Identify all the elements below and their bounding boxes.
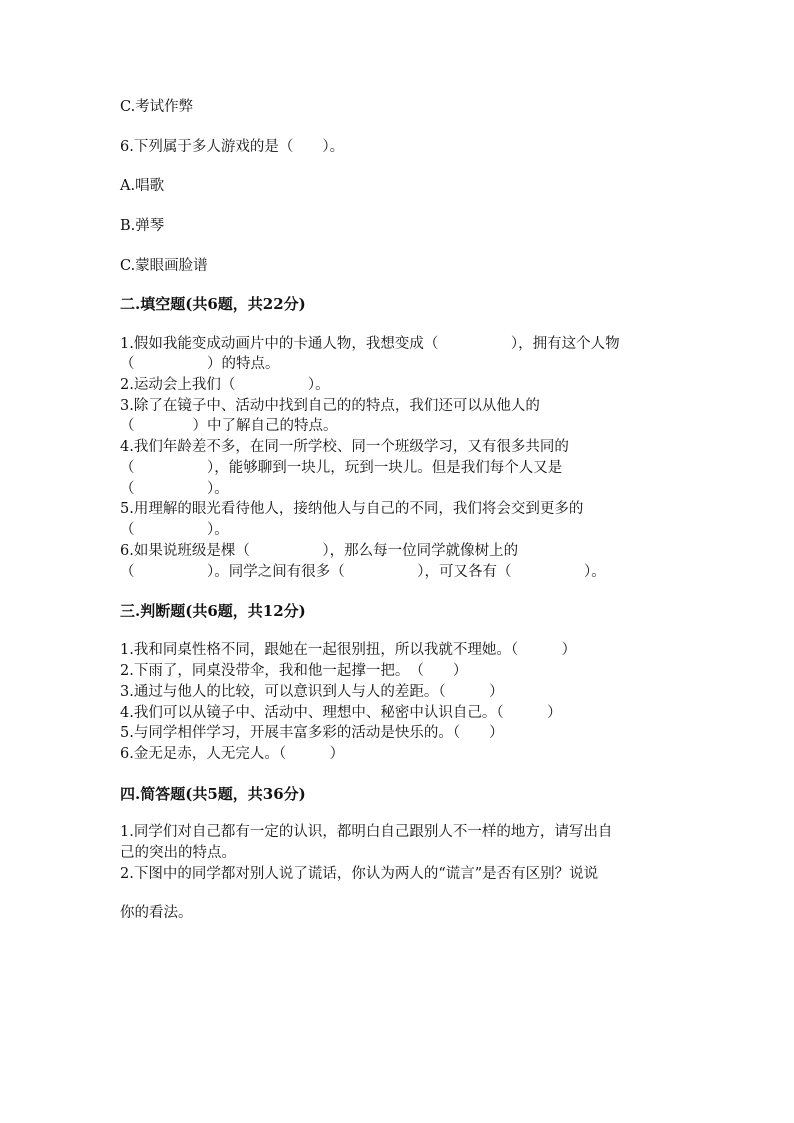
- section-2-line: 6.如果说班级是棵（ ），那么每一位同学就像树上的: [120, 543, 519, 559]
- section-2-line: 2.运动会上我们（ ）。: [120, 377, 330, 393]
- section-4-line: 己的突出的特点。: [120, 845, 236, 861]
- section-3-line: 4.我们可以从镜子中、活动中、理想中、秘密中认识自己。（ ）: [120, 705, 562, 721]
- q6-option-b: B.弹琴: [120, 218, 165, 234]
- q6-option-a: A.唱歌: [120, 178, 165, 194]
- section-3-line: 3.通过与他人的比较，可以意识到人与人的差距。（ ）: [120, 684, 504, 700]
- q6-stem: 6.下列属于多人游戏的是（ ）。: [120, 139, 345, 155]
- section-2-line: （ ）。: [120, 481, 229, 497]
- q6-option-c: C.蒙眼画脸谱: [120, 258, 208, 274]
- section-3-line: 5.与同学相伴学习，开展丰富多彩的活动是快乐的。（ ）: [120, 725, 504, 741]
- section-2-line: （ ），能够聊到一块儿，玩到一块儿。但是我们每个人又是: [120, 460, 563, 476]
- section-3-line: 2.下雨了，同桌没带伞，我和他一起撑一把。 （ ）: [120, 663, 468, 679]
- section-2-line: 4.我们年龄差不多，在同一所学校、同一个班级学习，又有很多共同的: [120, 439, 569, 455]
- section-3-line: 6.金无足赤，人无完人。（ ）: [120, 746, 345, 762]
- section-3-heading: 三.判断题(共6题，共12分): [120, 602, 306, 620]
- section-2-heading: 二.填空题(共6题，共22分): [120, 295, 306, 313]
- section-4-line: 2.下图中的同学都对别人说了谎话，你认为两人的“谎言”是否有区别？说说: [120, 866, 599, 882]
- section-2-line: 5.用理解的眼光看待他人，接纳他人与自己的不同，我们将会交到更多的: [120, 501, 584, 517]
- section-2-line: （ ）。: [120, 522, 229, 538]
- section-2-line: 3.除了在镜子中、活动中找到自己的的特点，我们还可以从他人的: [120, 398, 540, 414]
- section-2-line: （ ）。同学之间有很多（ ），可又各有（ ）。: [120, 564, 606, 580]
- section-2-line: （ ）的特点。: [120, 356, 280, 372]
- section-4-q2-continuation: 你的看法。: [120, 905, 193, 921]
- section-2-line: 1.假如我能变成动画片中的卡通人物，我想变成（ ），拥有这个人物: [120, 336, 620, 352]
- section-3-line: 1.我和同桌性格不同，跟她在一起很别扭，所以我就不理她。（ ）: [120, 642, 577, 658]
- section-2-line: （ ）中了解自己的特点。: [120, 418, 338, 434]
- section-4-line: 1.同学们对自己都有一定的认识，都明白自己跟别人不一样的地方，请写出自: [120, 824, 613, 840]
- q5-option-c: C.考试作弊: [120, 99, 194, 115]
- section-4-heading: 四.简答题(共5题，共36分): [120, 785, 306, 803]
